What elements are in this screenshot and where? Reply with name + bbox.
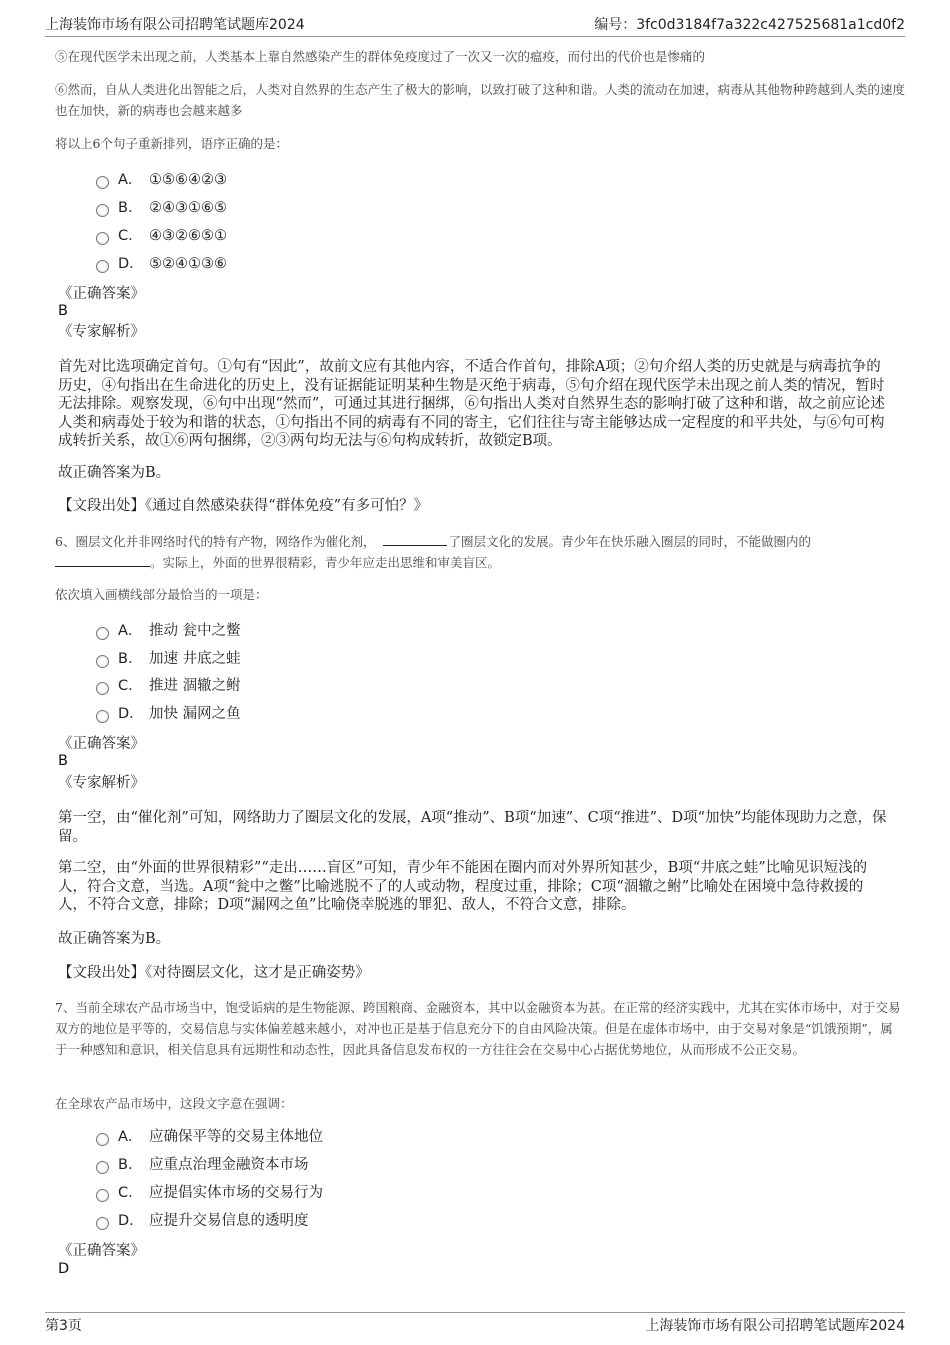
q5-analysis-label: 《专家解析》 <box>58 324 145 340</box>
q6-option-c[interactable]: C． 推进 涸辙之鲋 <box>96 675 241 697</box>
radio-icon[interactable] <box>96 176 109 189</box>
q6-answer-label: 《正确答案》 <box>58 736 145 752</box>
q6-analysis-1: 第一空，由“催化剂”可知，网络助力了圈层文化的发展，A项“推动”、B项“加速”、C项“推进”、D项“加快”均能体现助力之意，保留。 <box>58 810 887 845</box>
q6-analysis-2: 第二空，由“外面的世界很精彩”“走出……盲区”可知，青少年不能困在圈内而对外界所知甚少，B项“井底之蛙”比喻见识短浅的人，符合文意，当选。A项“瓮中之鳖”比喻逃脱不了的人或动物，程度过重，排除；C项“涸辙之鲋”比喻处在困境中急待救援的人，不符合文意，排除；D项“漏网之鱼”比喻侥幸脱逃的罪犯、敌人，不符合文意，排除。 <box>58 860 868 913</box>
q5-answer: B <box>58 303 68 319</box>
radio-icon[interactable] <box>96 655 109 668</box>
q5-analysis: 首先对比选项确定首句。①句有“因此”，故前文应有其他内容，不适合作首句，排除A项；②句介绍人类的历史就是与病毒抗争的历史，④句指出在生命进化的历史上，没有证据能证明某种生物是灭绝于病毒，⑤句介绍在现代医学未出现之前人类的情况，暂时无法排除。观察发现，⑥句中出现“然而”，可通过其进行捆绑，⑥句指出人类对自然界生态的影响打破了这种和谐，故之前应论述人类和病毒处于较为和谐的状态，①句指出不同的病毒有不同的寄主，它们往往与寄主能够达成一定程度的和平共处，与⑥句可构成转折关系，故①⑥两句捆绑，②③两句均无法与⑥句构成转折，故锁定B项。 <box>58 359 885 449</box>
q6-source: 【文段出处】《对待圈层文化，这才是正确姿势》 <box>58 965 370 981</box>
footer-title: 上海装饰市场有限公司招聘笔试题库2024 <box>645 1318 905 1334</box>
q6-option-a[interactable]: A． 推动 瓮中之鳖 <box>96 620 241 642</box>
q7-option-b[interactable]: B． 应重点治理金融资本市场 <box>96 1154 309 1176</box>
radio-icon[interactable] <box>96 1217 109 1230</box>
header-code: 编号：3fc0d3184f7a322c427525681a1cd0f2 <box>594 17 905 33</box>
q5-source: 【文段出处】《通过自然感染获得“群体免疫”有多可怕？》 <box>58 498 429 514</box>
q5-option-c[interactable]: C． ④③②⑥⑤① <box>96 225 227 247</box>
radio-icon[interactable] <box>96 1133 109 1146</box>
radio-icon[interactable] <box>96 232 109 245</box>
q5-option-d[interactable]: D． ⑤②④①③⑥ <box>96 253 227 275</box>
radio-icon[interactable] <box>96 1161 109 1174</box>
q7-answer-label: 《正确答案》 <box>58 1243 145 1259</box>
header-title: 上海装饰市场有限公司招聘笔试题库2024 <box>45 17 305 33</box>
radio-icon[interactable] <box>96 710 109 723</box>
page-number: 第3页 <box>45 1318 82 1334</box>
q6-stem: 6、圈层文化并非网络时代的特有产物，网络作为催化剂， 了圈层文化的发展。青少年在快乐融入圈层的同时，不能做圈内的 。实际上，外面的世界很精彩，青少年应走出思维和审美盲区。 <box>55 534 811 570</box>
q6-option-b[interactable]: B． 加速 井底之蛙 <box>96 648 241 670</box>
q5-option-a[interactable]: A． ①⑤⑥④②③ <box>96 169 227 191</box>
q5-sentence-6: ⑥然而，自从人类进化出智能之后，人类对自然界的生态产生了极大的影响，以致打破了这种和谐。人类的流动在加速，病毒从其他物种跨越到人类的速度也在加快，新的病毒也会越来越多 <box>55 82 906 118</box>
q5-answer-label: 《正确答案》 <box>58 286 145 302</box>
radio-icon[interactable] <box>96 682 109 695</box>
radio-icon[interactable] <box>96 1189 109 1202</box>
radio-icon[interactable] <box>96 204 109 217</box>
q7-answer: D <box>58 1261 70 1277</box>
radio-icon[interactable] <box>96 627 109 640</box>
q6-prompt: 依次填入画横线部分最恰当的一项是： <box>55 587 268 602</box>
q6-conclusion: 故正确答案为B。 <box>58 931 171 947</box>
q7-option-c[interactable]: C． 应提倡实体市场的交易行为 <box>96 1182 323 1204</box>
q5-prompt: 将以上6个句子重新排列，语序正确的是： <box>55 136 288 151</box>
q6-blank-2[interactable] <box>55 554 150 567</box>
q5-option-b[interactable]: B． ②④③①⑥⑤ <box>96 197 227 219</box>
q6-answer: B <box>58 753 68 769</box>
q7-option-a[interactable]: A． 应确保平等的交易主体地位 <box>96 1126 323 1148</box>
page-footer <box>45 1312 905 1337</box>
radio-icon[interactable] <box>96 260 109 273</box>
q7-option-d[interactable]: D． 应提升交易信息的透明度 <box>96 1210 309 1232</box>
q6-blank-1[interactable] <box>383 533 447 546</box>
q5-sentence-5: ⑤在现代医学未出现之前，人类基本上靠自然感染产生的群体免疫度过了一次又一次的瘟疫，而付出的代价也是惨痛的 <box>55 49 706 64</box>
page-header <box>45 12 905 37</box>
q7-stem: 7、当前全球农产品市场当中，饱受诟病的是生物能源、跨国粮商、金融资本，其中以金融资本为甚。在正常的经济实践中，尤其在实体市场中，对于交易双方的地位是平等的，交易信息与实体偏差越来越小，对冲也正是基于信息充分下的自由风险决策。但是在虚体市场中，由于交易对象是“饥饿预期”，属于一种感知和意识，相关信息具有远期性和动态性，因此具备信息发布权的一方往往会在交易中心占据优势地位，从而形成不公正交易。 <box>55 1000 901 1057</box>
q6-option-d[interactable]: D． 加快 漏网之鱼 <box>96 703 241 725</box>
q6-analysis-label: 《专家解析》 <box>58 775 145 791</box>
q7-prompt: 在全球农产品市场中，这段文字意在强调： <box>55 1096 293 1111</box>
q5-conclusion: 故正确答案为B。 <box>58 465 171 481</box>
